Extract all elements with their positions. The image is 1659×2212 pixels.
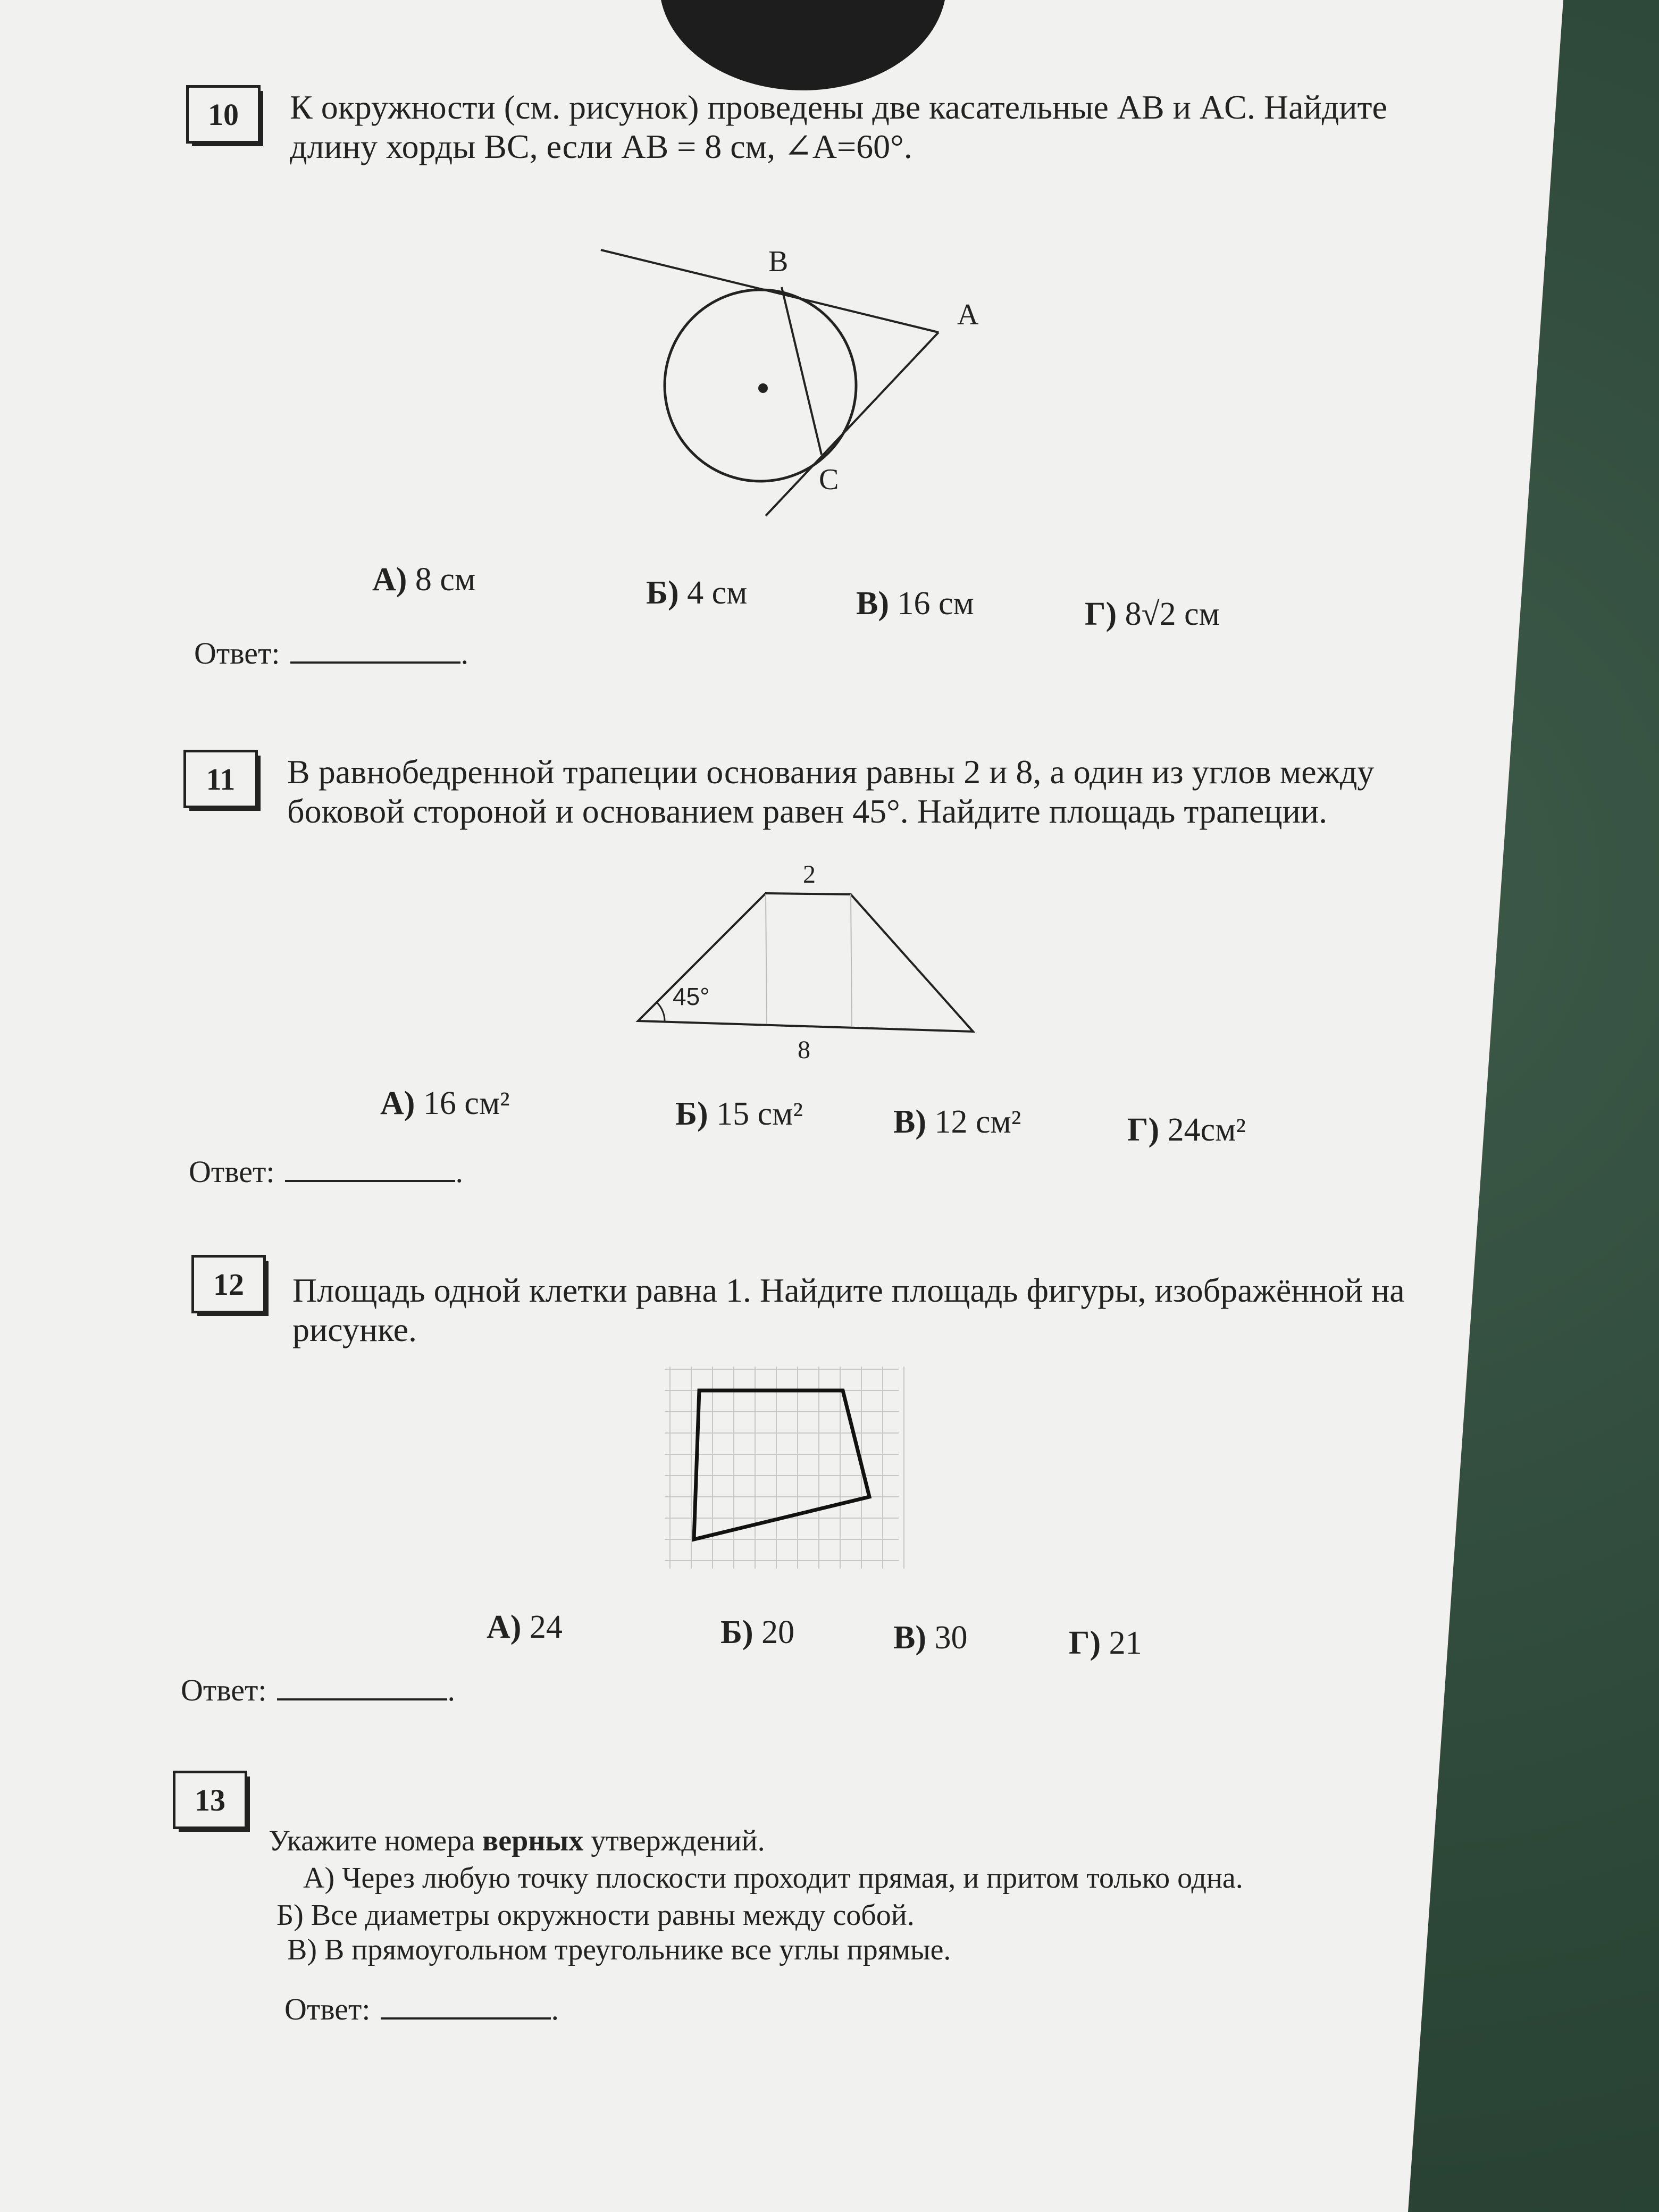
height-line-right [851,894,852,1026]
answer-label: Ответ: [194,636,280,671]
question-number-12: 12 [191,1255,266,1313]
label-a: A [957,298,979,331]
answer-end: . [460,636,468,671]
q11-answer [189,1154,463,1189]
q12-option-a[interactable] [487,1608,563,1646]
option-letter: Г) [1069,1625,1101,1661]
option-letter: В) [856,585,889,622]
circle-center [758,383,768,393]
q13-statement-b[interactable]: Б) Все диаметры окружности равны между собой. [276,1899,915,1932]
q11-option-v[interactable] [893,1103,1021,1141]
trapezoid-diagram [627,856,1000,1069]
intro-bold: верных [482,1824,584,1857]
option-letter: Б) [720,1614,753,1650]
option-value: 16 см² [423,1085,510,1121]
option-letter: В) [893,1104,926,1140]
answer-input-line[interactable] [277,1698,447,1700]
q12-option-b[interactable] [720,1614,794,1652]
angle-label: 45° [673,983,710,1010]
answer-end: . [551,1992,559,2026]
q11-option-g[interactable] [1127,1111,1246,1149]
question-number-11: 11 [183,750,258,808]
option-letter: А) [380,1085,415,1121]
option-value: 8√2 см [1125,596,1220,632]
answer-label: Ответ: [284,1992,371,2026]
answer-end: . [455,1154,463,1189]
q11-option-a[interactable] [380,1085,510,1122]
answer-label: Ответ: [181,1673,267,1707]
grid-figure-diagram [659,1361,904,1574]
question-13-intro [269,1824,765,1858]
option-value: 21 [1109,1625,1142,1661]
tangent-circle-diagram [585,234,1010,532]
question-11-text: В равнобедренной трапеции основания равны 2 и 8, а один из углов между боковой стороной и основанием равен 45°. Найдите площадь трапеции. [287,753,1375,830]
intro-end: утверждений. [583,1824,765,1857]
option-value: 15 см² [716,1096,803,1132]
option-value: 8 см [415,562,476,598]
option-letter: А) [372,562,407,598]
option-value: 24см² [1167,1112,1246,1148]
option-letter: Б) [646,575,679,611]
q10-option-a[interactable] [372,561,475,599]
q10-answer [194,635,468,671]
label-b: B [768,245,789,278]
q12-answer [181,1672,455,1708]
answer-input-line[interactable] [290,661,460,664]
intro-start: Укажите номера [269,1824,482,1857]
q11-option-b[interactable] [675,1095,803,1133]
q10-option-g[interactable] [1085,596,1220,633]
q13-statement-a[interactable]: А) Через любую точку плоскости проходит прямая, и притом только одна. [303,1862,1243,1895]
option-letter: В) [893,1620,926,1656]
chord-bc [782,287,822,455]
option-value: 24 [529,1609,563,1645]
option-letter: А) [487,1609,522,1645]
option-letter: Б) [675,1096,708,1132]
q10-option-v[interactable] [856,585,974,623]
q12-option-g[interactable] [1069,1624,1142,1662]
answer-input-line[interactable] [381,2017,551,2020]
q10-option-b[interactable] [646,574,747,612]
option-value: 30 [934,1620,968,1656]
angle-arc [657,1002,665,1022]
quadrilateral-figure [694,1390,869,1539]
q13-answer [284,1991,559,2027]
option-letter: Г) [1085,596,1117,632]
option-letter: Г) [1127,1112,1160,1148]
q13-statement-v[interactable]: В) В прямоугольном треугольнике все углы прямые. [287,1933,951,1966]
option-value: 20 [761,1614,795,1650]
option-value: 12 см² [934,1104,1021,1140]
label-c: C [819,463,839,496]
question-number-13: 13 [173,1771,247,1829]
top-base-label: 2 [803,860,816,889]
answer-label: Ответ: [189,1154,275,1189]
answer-input-line[interactable] [285,1180,455,1182]
height-line-left [766,894,767,1024]
q12-option-v[interactable] [893,1619,968,1657]
answer-end: . [447,1673,455,1707]
question-number-10: 10 [186,85,261,144]
option-value: 4 см [687,575,748,611]
question-10-text: К окружности (см. рисунок) проведены две касательные AB и AC. Найдите длину хорды BC, если AB = 8 см, ∠A=60°. [290,88,1387,165]
bottom-base-label: 8 [798,1036,810,1064]
option-value: 16 см [897,585,974,622]
trapezoid [638,893,973,1032]
question-12-text: Площадь одной клетки равна 1. Найдите площадь фигуры, изображённой на рисунке. [292,1271,1405,1348]
